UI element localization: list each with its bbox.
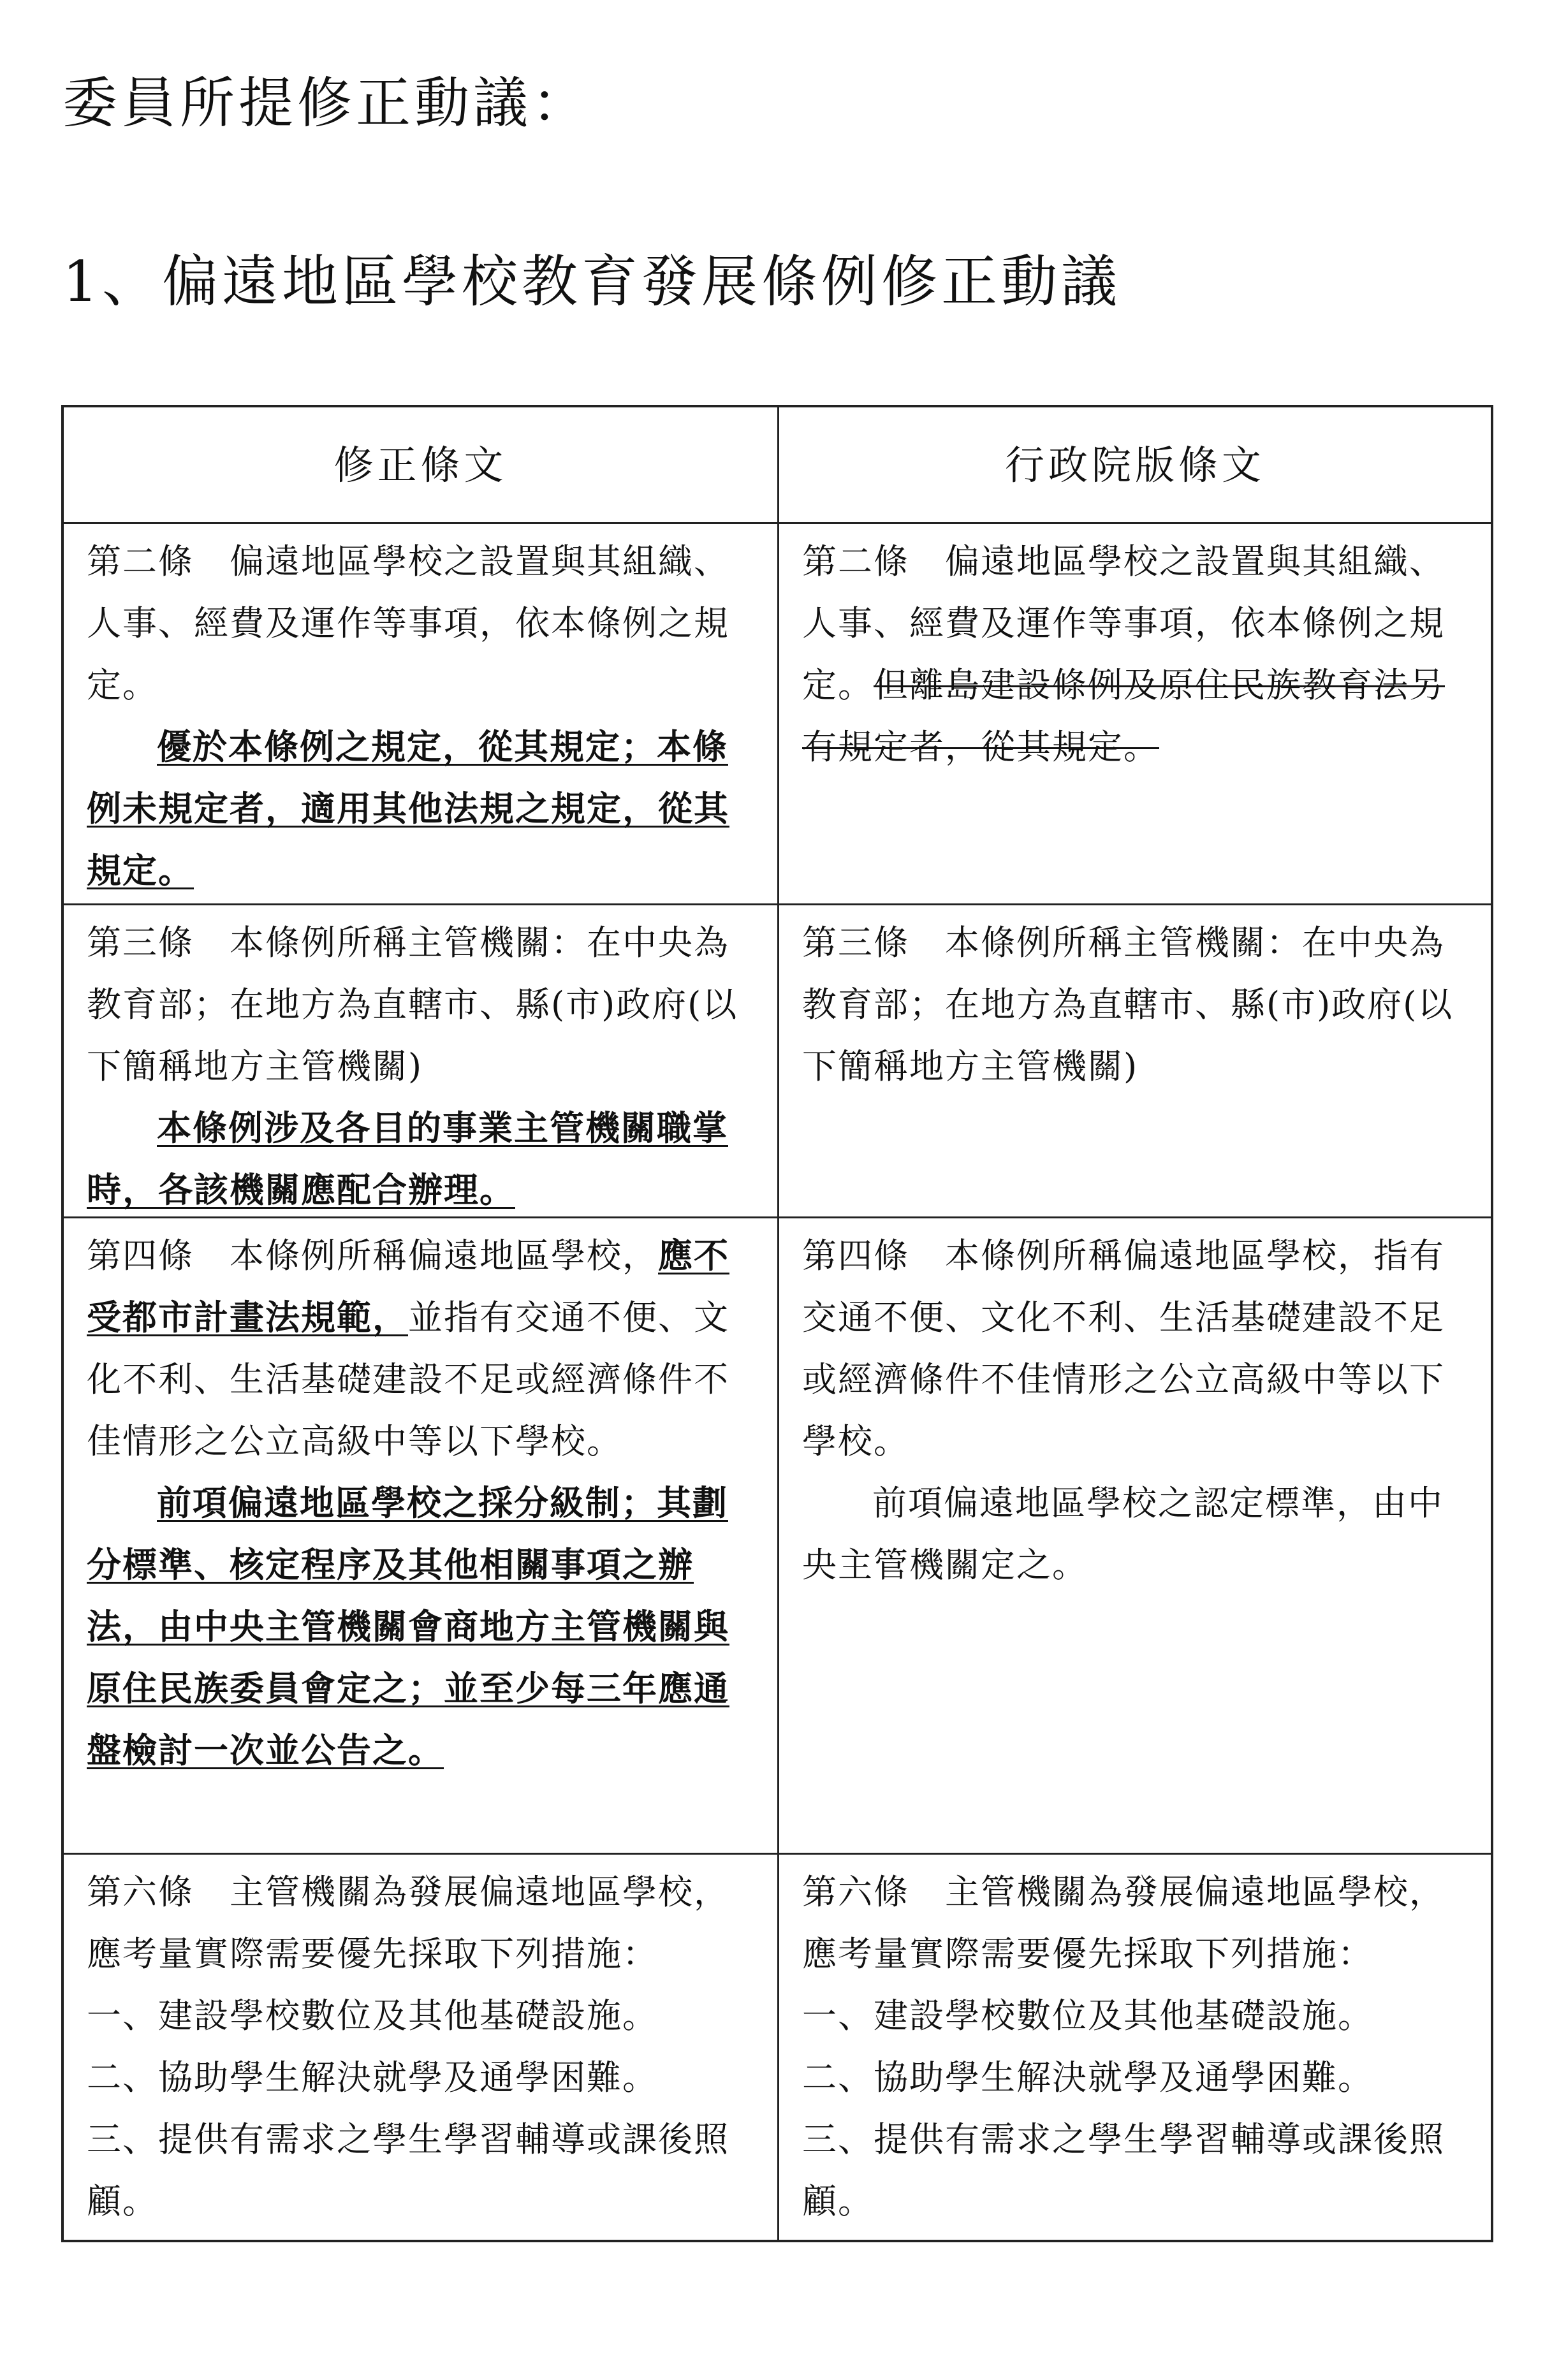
- amended-article-2: [64, 524, 779, 905]
- measure-item: 三、提供有需求之學生學習輔導或課後照顧。: [802, 2119, 1445, 2221]
- article-text: 第四條 本條例所稱偏遠地區學校，: [87, 1236, 658, 1276]
- inline-amendment: 應不受都市計畫法規範，: [87, 1235, 729, 1338]
- deleted-text: 但離島建設條例及原住民族教育法另有規定者，從其規定。: [802, 665, 1445, 767]
- article-text: 第二條 偏遠地區學校之設置與其組織、人事、經費及運作等事項，依本條例之規定。: [802, 541, 1445, 705]
- measure-item: 二、協助學生解決就學及通學困難。: [802, 2057, 1373, 2098]
- amendment-addition: 優於本條例之規定，從其規定；本條例未規定者，適用其他法規之規定，從其規定。: [87, 726, 729, 891]
- amended-article-4: [64, 1218, 779, 1855]
- column-header-amended: 修正條文: [64, 407, 779, 524]
- column-header-executive: 行政院版條文: [779, 407, 1491, 524]
- executive-article-2: [779, 524, 1491, 905]
- executive-article-4: [779, 1218, 1491, 1855]
- measure-item: 一、建設學校數位及其他基礎設施。: [87, 1996, 658, 2036]
- measure-item: 一、建設學校數位及其他基礎設施。: [802, 1996, 1373, 2036]
- amendment-addition: 前項偏遠地區學校之採分級制；其劃分標準、核定程序及其他相關事項之辦法，由中央主管機關會商地方主管機關與原住民族委員會定之；並至少每三年應通盤檢討一次並公告之。: [87, 1482, 729, 1770]
- comparison-table: [61, 405, 1493, 2242]
- article-text: 第三條 本條例所稱主管機關：在中央為教育部；在地方為直轄市、縣(市)政府(以下簡稱地方主管機關): [87, 923, 738, 1086]
- article-text: 第三條 本條例所稱主管機關：在中央為教育部；在地方為直轄市、縣(市)政府(以下簡稱地方主管機關): [802, 923, 1454, 1086]
- page-title: 委員所提修正動議：: [62, 71, 590, 135]
- amendment-addition: 本條例涉及各目的事業主管機關職掌時，各該機關應配合辦理。: [87, 1107, 728, 1210]
- article-text-continued: 並指有交通不便、文化不利、生活基礎建設不足或經濟條件不佳情形之公立高級中等以下學校。: [87, 1297, 729, 1461]
- document-subtitle: 1、偏遠地區學校教育發展條例修正動議: [62, 249, 1121, 314]
- amended-article-3: [64, 905, 779, 1218]
- article-paragraph-2: 前項偏遠地區學校之認定標準，由中央主管機關定之。: [802, 1483, 1444, 1585]
- amended-article-6: [64, 1855, 779, 2240]
- measure-item: 二、協助學生解決就學及通學困難。: [87, 2057, 658, 2098]
- article-text: 第六條 主管機關為發展偏遠地區學校，應考量實際需要優先採取下列措施：: [802, 1872, 1445, 1974]
- executive-article-6: [779, 1855, 1491, 2240]
- article-text: 第六條 主管機關為發展偏遠地區學校，應考量實際需要優先採取下列措施：: [87, 1872, 729, 1974]
- article-text: 第二條 偏遠地區學校之設置與其組織、人事、經費及運作等事項，依本條例之規定。: [87, 541, 729, 705]
- measure-item: 三、提供有需求之學生學習輔導或課後照顧。: [87, 2119, 729, 2221]
- article-text: 第四條 本條例所稱偏遠地區學校，指有交通不便、文化不利、生活基礎建設不足或經濟條件不佳情形之公立高級中等以下學校。: [802, 1236, 1445, 1461]
- executive-article-3: [779, 905, 1491, 1218]
